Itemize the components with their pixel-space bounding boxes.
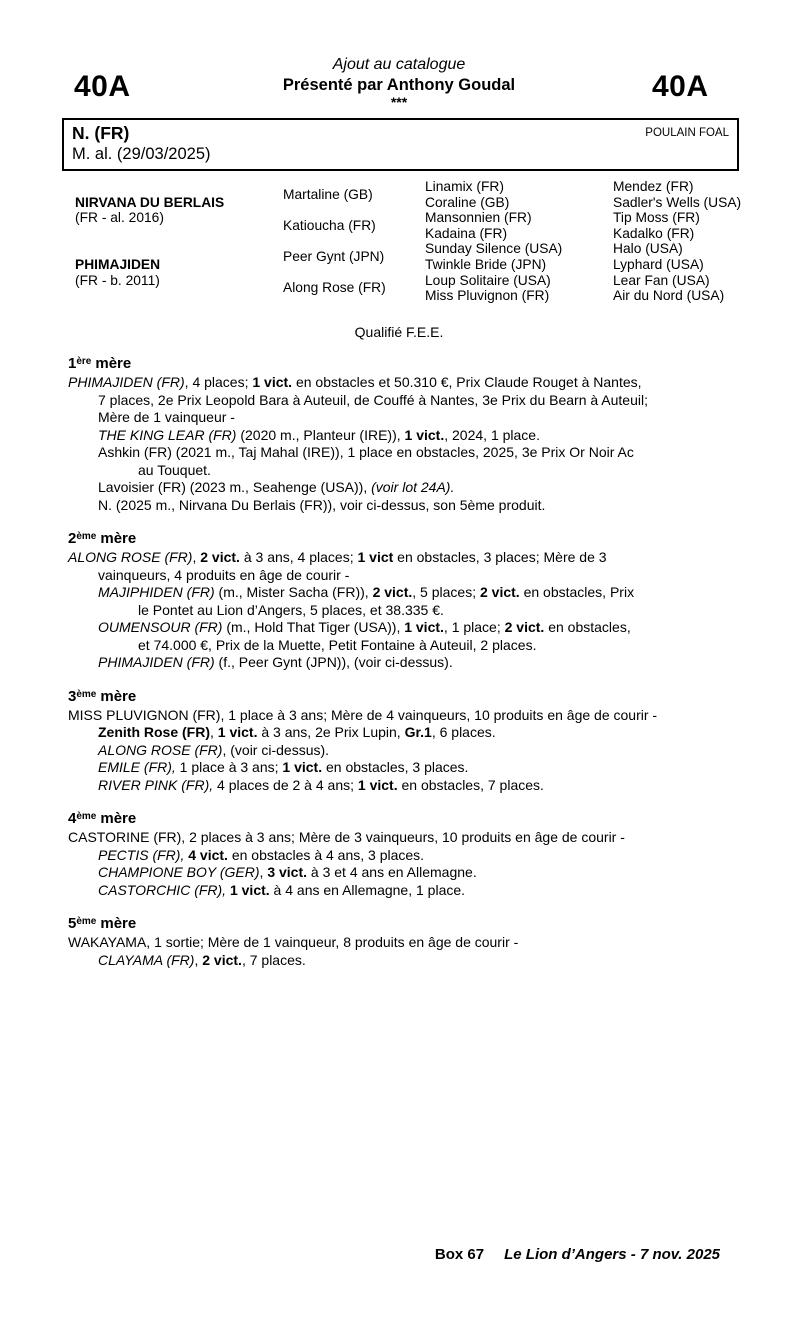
pedigree-text-line <box>68 882 742 900</box>
text-run: , 5 places; <box>412 584 480 600</box>
text-run: à 3 ans, 2e Prix Lupin, <box>257 724 405 740</box>
text-run: PHIMAJIDEN (FR) <box>98 654 215 670</box>
text-run: EMILE (FR), <box>98 759 176 775</box>
text-run: (f., Peer Gynt (JPN)), (voir ci-dessus). <box>214 654 453 670</box>
pedigree-text-line <box>68 549 742 567</box>
text-run: 4 places de 2 à 4 ans; <box>213 776 358 793</box>
pedigree-text-line <box>68 409 742 427</box>
pedigree-ancestor-details: (FR - al. 2016) <box>75 210 164 226</box>
text-run: Mère de 1 vainqueur - <box>98 409 235 425</box>
section-heading <box>68 685 742 707</box>
pedigree-text-line <box>68 654 742 672</box>
pedigree-text-line <box>68 374 742 392</box>
pedigree-great-grandsire: Kadalko (FR) <box>613 225 695 241</box>
section-heading <box>68 807 742 829</box>
text-run: à 3 ans, 4 places; <box>239 549 358 565</box>
footer-sale-info: Le Lion d’Angers - 7 nov. 2025 <box>504 1246 720 1263</box>
section-ordinal-suffix: ère <box>76 356 92 367</box>
text-run: CLAYAMA (FR) <box>98 951 195 968</box>
text-run: (m., Mister Sacha (FR)), <box>214 584 373 600</box>
text-run: à 4 ans en Allemagne, 1 place. <box>269 881 466 898</box>
pedigree-parent: Katioucha (FR) <box>283 217 376 233</box>
pedigree-great-grandsire: Sadler's Wells (USA) <box>613 194 742 210</box>
text-run: PHIMAJIDEN (FR) <box>68 374 185 390</box>
pedigree-text-line <box>68 444 742 462</box>
text-run: N. (2025 m., Nirvana Du Berlais (FR)), voir ci-dessus, son 5ème produit. <box>98 496 546 513</box>
pedigree-text-line <box>68 392 742 410</box>
pedigree-great-grandsire: Mendez (FR) <box>613 179 694 194</box>
text-run: 1 place à 3 ans; <box>175 759 283 775</box>
pedigree-text-line <box>68 567 742 585</box>
text-run: vainqueurs, 4 produits en âge de courir - <box>98 566 350 583</box>
pedigree-text-line <box>68 864 742 882</box>
text-run: , 1 place; <box>443 619 505 635</box>
pedigree-ancestor <box>75 241 283 303</box>
page-footer <box>435 1246 720 1263</box>
text-run: Lavoisier (FR) (2023 m., Seahenge (USA)), <box>98 479 372 495</box>
section-label: mère <box>100 687 137 705</box>
footer-box-label: Box 67 <box>434 1246 485 1263</box>
dam-section-1 <box>68 352 742 514</box>
text-run: , <box>192 549 201 565</box>
text-run: à 3 et 4 ans en Allemagne. <box>307 864 477 880</box>
pedigree-grandparent: Coraline (GB) <box>425 194 510 210</box>
text-run: 1 vict. <box>404 426 445 443</box>
section-ordinal: 1 <box>68 355 77 372</box>
section-ordinal: 5 <box>68 915 77 932</box>
text-run: 2 vict. <box>372 584 413 600</box>
pedigree-parent: Along Rose (FR) <box>283 280 386 296</box>
text-run: en obstacles, 3 places. <box>322 759 469 775</box>
pedigree-parent: Martaline (GB) <box>283 186 373 202</box>
text-run: Gr.1 <box>404 724 432 740</box>
pedigree-text-line <box>68 777 742 795</box>
text-run: en obstacles, Prix <box>519 584 635 600</box>
dam-section-2 <box>68 527 742 672</box>
qualification-line: Qualifié F.E.E. <box>354 324 444 340</box>
text-run: CHAMPIONE BOY (GER) <box>98 864 260 880</box>
pedigree-table <box>75 179 755 304</box>
text-run: en obstacles, 7 places. <box>397 776 544 793</box>
pedigree-text-line <box>68 847 742 865</box>
pedigree-text-line <box>68 619 742 637</box>
pedigree-ancestor <box>75 179 283 241</box>
section-ordinal-suffix: ème <box>76 688 97 700</box>
section-ordinal-suffix: ème <box>76 531 97 542</box>
section-label: mère <box>100 810 137 827</box>
header-stars: *** <box>390 94 408 110</box>
section-ordinal: 3 <box>68 687 77 705</box>
horse-birth-details: M. al. (29/03/2025) <box>72 145 211 163</box>
section-heading <box>68 527 742 549</box>
text-run: en obstacles et 50.310 €, Prix Claude Rouget à Nantes, <box>292 374 642 390</box>
pedigree-grandparent: Linamix (FR) <box>425 179 504 194</box>
pedigree-great-grandsire: Air du Nord (USA) <box>613 288 725 304</box>
text-run: en obstacles à 4 ans, 3 places. <box>227 846 425 863</box>
text-run: 1 vict. <box>404 619 444 635</box>
pedigree-text-line <box>68 742 742 760</box>
text-run: THE KING LEAR (FR) <box>98 426 237 443</box>
pedigree-great-grandsire: Lear Fan (USA) <box>613 272 710 288</box>
text-run: , 7 places. <box>241 951 306 968</box>
text-run: , 2024, 1 place. <box>444 426 540 443</box>
text-run: , <box>210 724 218 740</box>
pedigree-text-line <box>68 584 742 602</box>
section-label: mère <box>95 355 132 372</box>
pedigree-text-line <box>68 724 742 742</box>
text-run: , (voir ci-dessus). <box>222 741 330 758</box>
header-presenter: Présenté par Anthony Goudal <box>282 76 516 94</box>
foal-type-label: POULAIN FOAL <box>645 127 729 139</box>
text-run: WAKAYAMA, 1 sortie; Mère de 1 vainqueur, 8 produits en âge de courir - <box>68 934 519 950</box>
text-run: OUMENSOUR (FR) <box>98 619 223 635</box>
section-ordinal-suffix: ème <box>76 916 97 927</box>
section-ordinal: 2 <box>68 530 77 547</box>
text-run: 1 vict. <box>357 776 398 793</box>
text-run: , <box>259 864 268 880</box>
pedigree-ancestor-name: PHIMAJIDEN <box>75 256 161 272</box>
pedigree-grandparent: Twinkle Bride (JPN) <box>425 256 547 272</box>
text-run: CASTORINE (FR), 2 places à 3 ans; Mère de 3 vainqueurs, 10 produits en âge de courir - <box>68 829 625 845</box>
text-run: MAJIPHIDEN (FR) <box>98 584 215 600</box>
section-label: mère <box>100 530 137 547</box>
text-run: RIVER PINK (FR), <box>98 776 214 793</box>
section-ordinal-suffix: ème <box>76 811 97 822</box>
text-run: (m., Hold That Tiger (USA)), <box>222 619 405 635</box>
text-run: Zenith Rose (FR) <box>98 724 210 740</box>
text-run: le Pontet au Lion d’Angers, 5 places, et 38.335 €. <box>138 601 444 618</box>
pedigree-text-line <box>68 759 742 777</box>
text-run: 4 vict. <box>188 846 228 863</box>
pedigree-grandparent: Sunday Silence (USA) <box>425 241 563 257</box>
text-run: 7 places, 2e Prix Leopold Bara à Auteuil, de Couffé à Nantes, 3e Prix du Bearn à Auteuil; <box>98 391 648 408</box>
pedigree-ancestor-details: (FR - b. 2011) <box>75 272 160 288</box>
text-run: 1 vict. <box>229 881 270 898</box>
section-heading <box>68 352 742 374</box>
lot-number-left: 40A <box>74 70 131 103</box>
horse-name: N. (FR) <box>72 123 130 143</box>
text-run: ALONG ROSE (FR) <box>98 741 223 758</box>
text-run: 2 vict. <box>504 619 545 635</box>
text-run: 1 vict. <box>282 759 323 775</box>
text-run: 3 vict. <box>267 864 308 880</box>
text-run: en obstacles, <box>544 619 631 635</box>
text-run: PECTIS (FR), <box>98 846 185 863</box>
horse-title-box <box>62 118 739 171</box>
text-run: 1 vict <box>357 549 394 565</box>
text-run: MISS PLUVIGNON (FR), 1 place à 3 ans; Mère de 4 vainqueurs, 10 produits en âge de courir - <box>68 706 658 723</box>
text-run: , <box>194 951 203 968</box>
pedigree-text-line <box>68 934 742 952</box>
text-run: ALONG ROSE (FR) <box>68 549 193 565</box>
pedigree-great-grandsire: Halo (USA) <box>613 241 683 257</box>
dam-sections <box>68 352 742 982</box>
pedigree-text-line <box>68 602 742 620</box>
section-label: mère <box>100 915 137 932</box>
pedigree-great-grandsire: Lyphard (USA) <box>613 256 704 272</box>
dam-section-4 <box>68 807 742 899</box>
text-run: 1 vict. <box>252 374 293 390</box>
text-run: (2020 m., Planteur (IRE)), <box>236 426 405 443</box>
pedigree-grandparent: Kadaina (FR) <box>425 225 508 241</box>
pedigree-grandparent: Loup Solitaire (USA) <box>425 272 551 288</box>
pedigree-text-line <box>68 952 742 970</box>
text-run: au Touquet. <box>138 461 211 478</box>
pedigree-text-line <box>68 479 742 497</box>
pedigree-text-line <box>68 462 742 480</box>
pedigree-text-line <box>68 707 742 725</box>
pedigree-parent: Peer Gynt (JPN) <box>283 249 385 265</box>
pedigree-ancestor-name: NIRVANA DU BERLAIS <box>75 194 225 210</box>
text-run: 2 vict. <box>479 584 520 600</box>
text-run: (voir lot 24A). <box>371 479 455 495</box>
lot-number-right: 40A <box>652 70 709 103</box>
section-ordinal: 4 <box>68 810 77 827</box>
text-run: 2 vict. <box>202 951 242 968</box>
pedigree-great-grandsire: Tip Moss (FR) <box>613 210 700 226</box>
pedigree-grandparent: Miss Pluvignon (FR) <box>425 288 550 304</box>
text-run: 1 vict. <box>217 724 258 740</box>
text-run: Ashkin (FR) (2021 m., Taj Mahal (IRE)), 1 place en obstacles, 2025, 3e Prix Or Noir Ac <box>98 444 634 460</box>
text-run: CASTORCHIC (FR), <box>98 881 227 898</box>
text-run: , 6 places. <box>431 724 496 740</box>
text-run: et 74.000 €, Prix de la Muette, Petit Fontaine à Auteuil, 2 places. <box>138 636 537 653</box>
pedigree-text-line <box>68 637 742 655</box>
pedigree-text-line <box>68 497 742 515</box>
header-addendum-note: Ajout au catalogue <box>332 56 466 73</box>
pedigree-text-line <box>68 829 742 847</box>
pedigree-grandparent: Mansonnien (FR) <box>425 210 532 226</box>
text-run: , 4 places; <box>184 374 253 390</box>
text-run: en obstacles, 3 places; Mère de 3 <box>393 549 607 565</box>
dam-section-5 <box>68 912 742 969</box>
section-heading <box>68 912 742 934</box>
pedigree-text-line <box>68 427 742 445</box>
dam-section-3 <box>68 685 742 795</box>
text-run: 2 vict. <box>200 549 240 565</box>
